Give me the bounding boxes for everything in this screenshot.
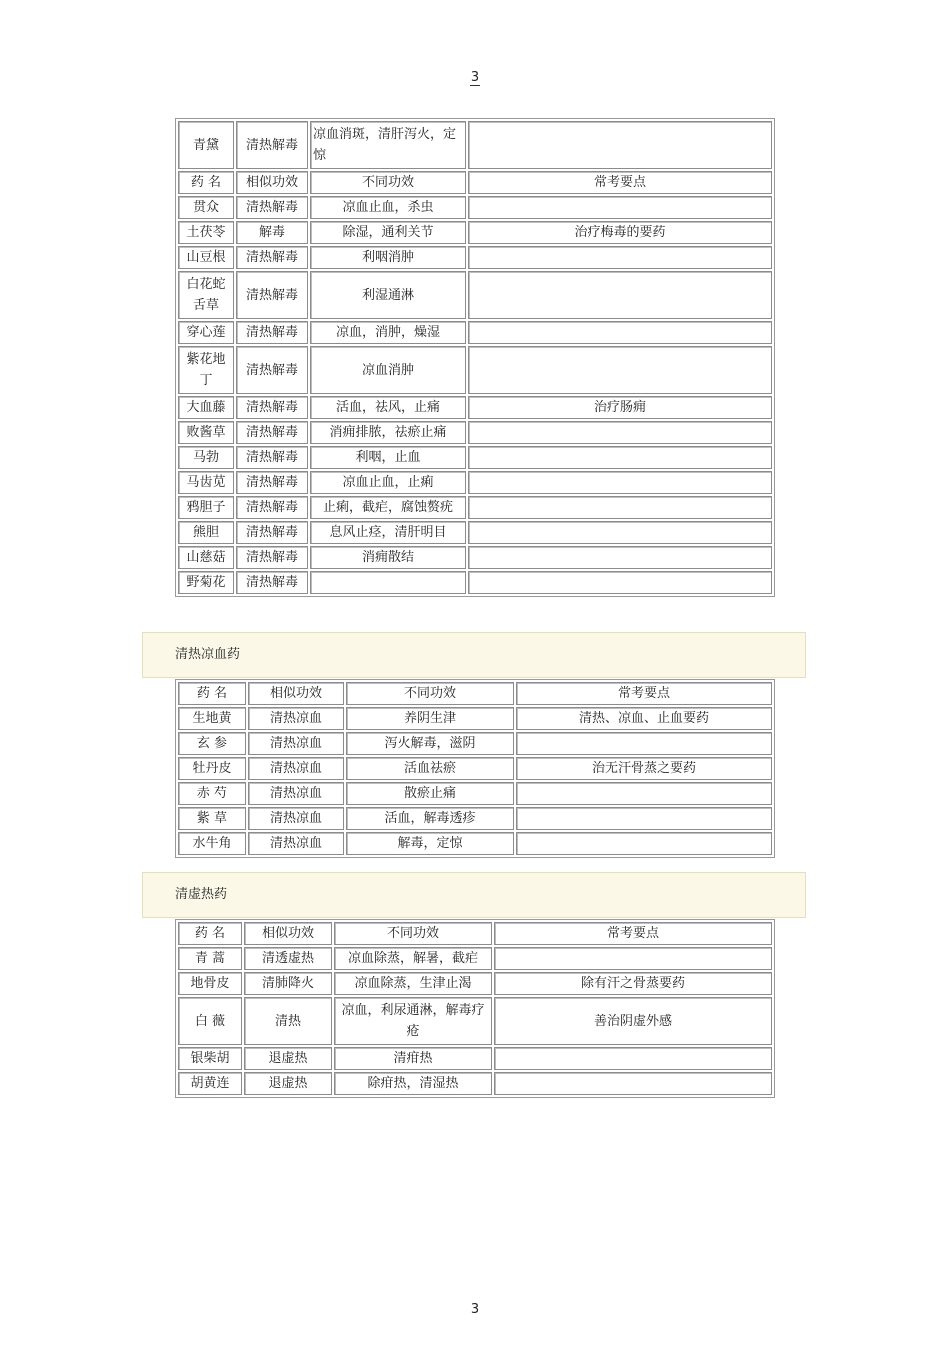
table-row [178, 1047, 772, 1070]
herb-name: 地骨皮 [178, 972, 242, 995]
exam-point [516, 732, 772, 755]
exam-point: 治无汗骨蒸之要药 [516, 757, 772, 780]
different-effect: 利湿通淋 [310, 271, 466, 319]
herb-name: 生地黄 [178, 707, 246, 730]
similar-effect: 清热解毒 [236, 546, 308, 569]
herb-name: 紫花地丁 [178, 346, 234, 394]
table-row [178, 997, 772, 1045]
table-row [178, 271, 772, 319]
different-effect: 凉血消肿 [310, 346, 466, 394]
similar-effect: 清热解毒 [236, 121, 308, 169]
different-effect: 凉血消斑，清肝泻火，定惊 [310, 121, 466, 169]
column-header: 常考要点 [494, 922, 772, 945]
exam-point [468, 271, 772, 319]
exam-point [494, 1047, 772, 1070]
different-effect: 清疳热 [334, 1047, 492, 1070]
table-row [178, 196, 772, 219]
exam-point: 善治阴虚外感 [494, 997, 772, 1045]
exam-point [468, 521, 772, 544]
table-header-row [178, 682, 772, 705]
different-effect: 利咽消肿 [310, 246, 466, 269]
exam-point [516, 807, 772, 830]
exam-point [516, 832, 772, 855]
column-header: 相似功效 [236, 171, 308, 194]
column-header: 药 名 [178, 682, 246, 705]
similar-effect: 清热凉血 [248, 782, 344, 805]
herb-name: 山慈菇 [178, 546, 234, 569]
table-header-row [178, 922, 772, 945]
herb-name: 白花蛇舌草 [178, 271, 234, 319]
different-effect: 凉血，利尿通淋，解毒疗疮 [334, 997, 492, 1045]
different-effect: 除湿，通利关节 [310, 221, 466, 244]
column-header: 药 名 [178, 922, 242, 945]
herb-name: 贯众 [178, 196, 234, 219]
exam-point [494, 947, 772, 970]
herb-name: 紫 草 [178, 807, 246, 830]
different-effect: 消痈排脓，祛瘀止痛 [310, 421, 466, 444]
different-effect: 止痢，截疟，腐蚀赘疣 [310, 496, 466, 519]
herb-name: 土茯苓 [178, 221, 234, 244]
similar-effect: 清热凉血 [248, 757, 344, 780]
table-row [178, 346, 772, 394]
similar-effect: 清热凉血 [248, 807, 344, 830]
different-effect: 利咽，止血 [310, 446, 466, 469]
herb-name: 鸦胆子 [178, 496, 234, 519]
similar-effect: 清热凉血 [248, 832, 344, 855]
exam-point [468, 446, 772, 469]
table-row [178, 571, 772, 594]
similar-effect: 解毒 [236, 221, 308, 244]
herb-name: 青黛 [178, 121, 234, 169]
different-effect: 消痈散结 [310, 546, 466, 569]
exam-point [468, 496, 772, 519]
herb-name: 白 薇 [178, 997, 242, 1045]
herb-name: 大血藤 [178, 396, 234, 419]
herb-name: 赤 芍 [178, 782, 246, 805]
table-row [178, 471, 772, 494]
exam-point [468, 421, 772, 444]
exam-point: 治疗梅毒的要药 [468, 221, 772, 244]
herb-name: 玄 参 [178, 732, 246, 755]
different-effect: 凉血除蒸，解暑，截疟 [334, 947, 492, 970]
page-number-bottom: 3 [470, 1302, 480, 1317]
similar-effect: 清热解毒 [236, 571, 308, 594]
different-effect: 凉血除蒸，生津止渴 [334, 972, 492, 995]
different-effect: 凉血止血，止痢 [310, 471, 466, 494]
different-effect: 除疳热，清湿热 [334, 1072, 492, 1095]
similar-effect: 退虚热 [244, 1072, 332, 1095]
section-heading-qingre-liangxue: 清热凉血药 [142, 632, 806, 678]
herb-name: 马勃 [178, 446, 234, 469]
different-effect: 凉血，消肿，燥湿 [310, 321, 466, 344]
similar-effect: 清热解毒 [236, 196, 308, 219]
table-row [178, 947, 772, 970]
exam-point [468, 346, 772, 394]
similar-effect: 清热解毒 [236, 246, 308, 269]
table-qingre-jiedu [176, 119, 774, 596]
table-row [178, 707, 772, 730]
table-row [178, 521, 772, 544]
similar-effect: 退虚热 [244, 1047, 332, 1070]
exam-point: 除有汗之骨蒸要药 [494, 972, 772, 995]
exam-point [468, 246, 772, 269]
exam-point [468, 321, 772, 344]
similar-effect: 清热解毒 [236, 271, 308, 319]
page-number-top: 3 [470, 70, 480, 85]
herb-name: 穿心莲 [178, 321, 234, 344]
similar-effect: 清热解毒 [236, 321, 308, 344]
column-header: 常考要点 [468, 171, 772, 194]
similar-effect: 清热解毒 [236, 346, 308, 394]
table-header-row [178, 171, 772, 194]
similar-effect: 清热解毒 [236, 421, 308, 444]
table-row [178, 807, 772, 830]
column-header: 常考要点 [516, 682, 772, 705]
herb-name: 水牛角 [178, 832, 246, 855]
similar-effect: 清热凉血 [248, 707, 344, 730]
similar-effect: 清热解毒 [236, 496, 308, 519]
similar-effect: 清热凉血 [248, 732, 344, 755]
different-effect: 息风止痉，清肝明目 [310, 521, 466, 544]
table-row [178, 782, 772, 805]
column-header: 不同功效 [310, 171, 466, 194]
exam-point [468, 546, 772, 569]
exam-point [516, 782, 772, 805]
exam-point: 治疗肠痈 [468, 396, 772, 419]
table-qingre-liangxue [176, 680, 774, 857]
table-row [178, 832, 772, 855]
column-header: 不同功效 [346, 682, 514, 705]
table-row [178, 546, 772, 569]
table-row [178, 221, 772, 244]
table-row [178, 421, 772, 444]
different-effect: 活血，解毒透疹 [346, 807, 514, 830]
table-row [178, 121, 772, 169]
herb-name: 青 蒿 [178, 947, 242, 970]
exam-point [468, 471, 772, 494]
different-effect: 凉血止血，杀虫 [310, 196, 466, 219]
table-qing-xure [176, 920, 774, 1097]
table-row [178, 972, 772, 995]
herb-name: 熊胆 [178, 521, 234, 544]
table-row [178, 496, 772, 519]
different-effect: 养阴生津 [346, 707, 514, 730]
different-effect: 活血祛瘀 [346, 757, 514, 780]
different-effect: 泻火解毒，滋阴 [346, 732, 514, 755]
table-row [178, 396, 772, 419]
herb-name: 胡黄连 [178, 1072, 242, 1095]
different-effect: 活血，祛风，止痛 [310, 396, 466, 419]
table-row [178, 246, 772, 269]
herb-name: 败酱草 [178, 421, 234, 444]
similar-effect: 清透虚热 [244, 947, 332, 970]
table-row [178, 321, 772, 344]
section-heading-qing-xure: 清虚热药 [142, 872, 806, 918]
table-row [178, 1072, 772, 1095]
exam-point: 清热、凉血、止血要药 [516, 707, 772, 730]
herb-name: 银柴胡 [178, 1047, 242, 1070]
column-header: 不同功效 [334, 922, 492, 945]
similar-effect: 清肺降火 [244, 972, 332, 995]
herb-name: 马齿苋 [178, 471, 234, 494]
exam-point [494, 1072, 772, 1095]
similar-effect: 清热解毒 [236, 471, 308, 494]
similar-effect: 清热解毒 [236, 521, 308, 544]
different-effect: 散瘀止痛 [346, 782, 514, 805]
table-row [178, 757, 772, 780]
herb-name: 牡丹皮 [178, 757, 246, 780]
table-row [178, 732, 772, 755]
table-row [178, 446, 772, 469]
herb-name: 野菊花 [178, 571, 234, 594]
different-effect: 解毒，定惊 [346, 832, 514, 855]
exam-point [468, 121, 772, 169]
similar-effect: 清热 [244, 997, 332, 1045]
similar-effect: 清热解毒 [236, 396, 308, 419]
column-header: 相似功效 [248, 682, 344, 705]
exam-point [468, 571, 772, 594]
similar-effect: 清热解毒 [236, 446, 308, 469]
column-header: 相似功效 [244, 922, 332, 945]
exam-point [468, 196, 772, 219]
different-effect [310, 571, 466, 594]
column-header: 药 名 [178, 171, 234, 194]
herb-name: 山豆根 [178, 246, 234, 269]
